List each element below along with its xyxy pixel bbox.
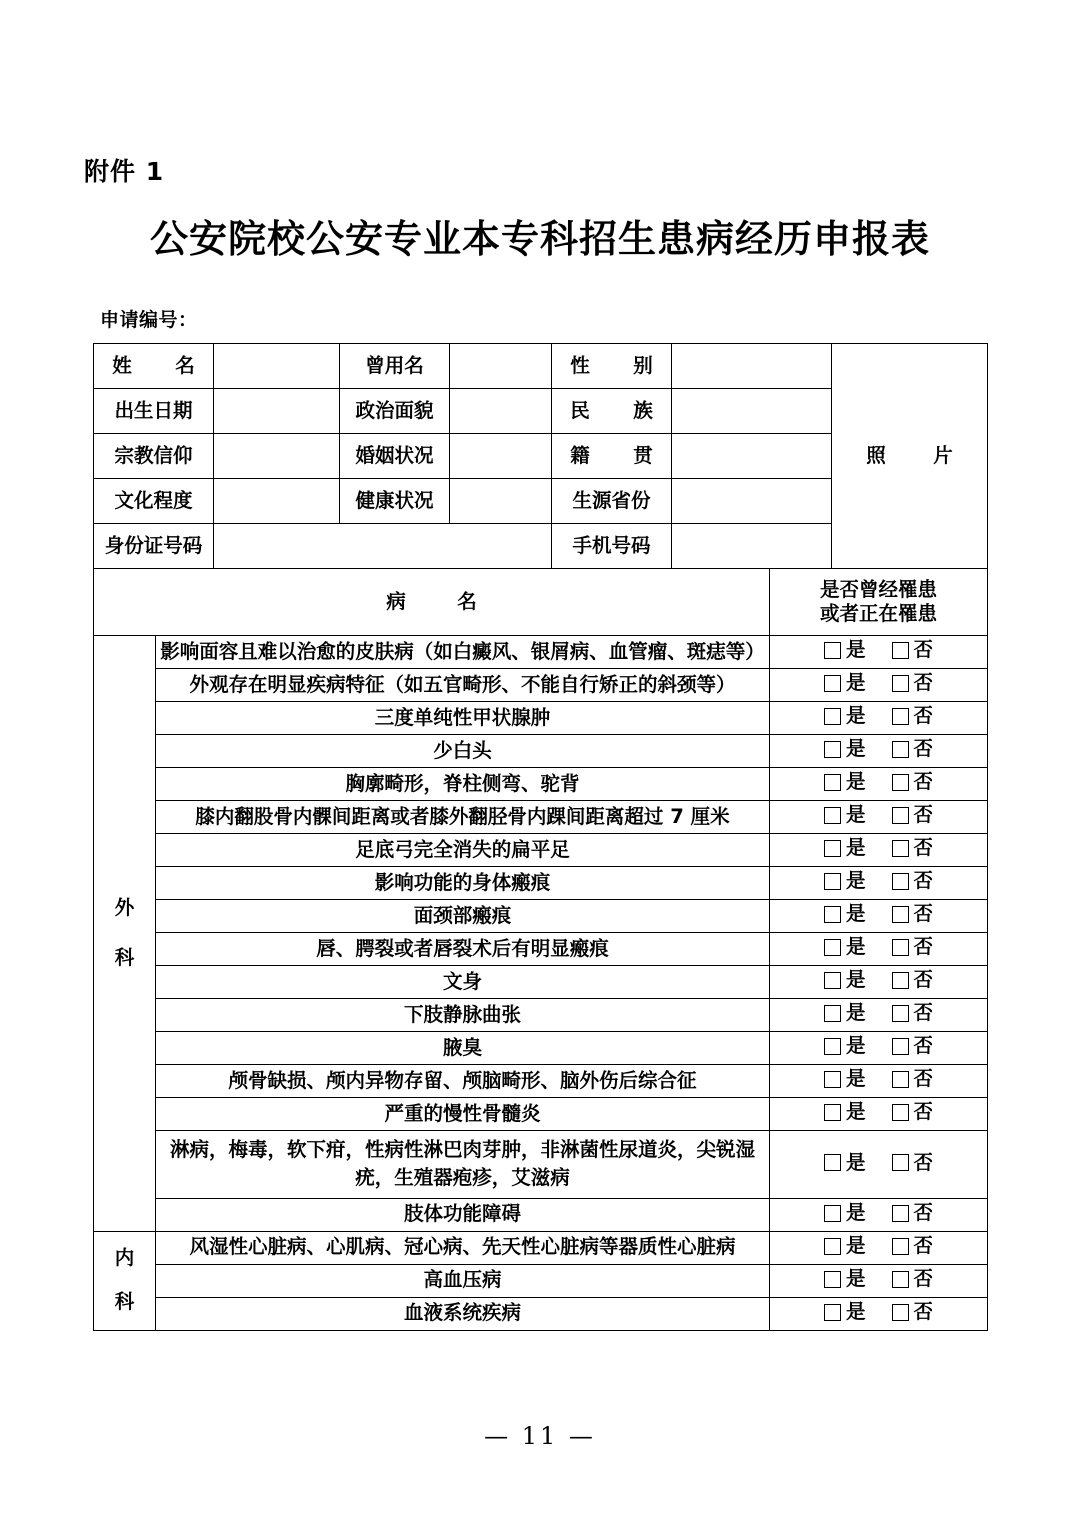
disease-status-checkboxes[interactable] — [770, 867, 988, 900]
checkbox-yes-label: 是 — [846, 869, 866, 893]
checkbox-yes[interactable] — [824, 770, 866, 794]
checkbox-no-label: 否 — [913, 1150, 934, 1174]
checkbox-no-label: 否 — [913, 1067, 934, 1091]
checkbox-no[interactable] — [892, 803, 934, 827]
disease-name: 严重的慢性骨髓炎 — [156, 1098, 770, 1131]
checkbox-yes[interactable] — [824, 1267, 866, 1291]
disease-row — [94, 801, 988, 834]
disease-status-checkboxes[interactable] — [770, 933, 988, 966]
disease-row — [94, 669, 988, 702]
value-health-status[interactable] — [450, 479, 552, 524]
checkbox-no[interactable] — [892, 704, 934, 728]
checkbox-yes[interactable] — [824, 836, 866, 860]
disease-name: 唇、腭裂或者唇裂术后有明显瘢痕 — [156, 933, 770, 966]
disease-name: 风湿性心脏病、心肌病、冠心病、先天性心脏病等器质性心脏病 — [156, 1231, 770, 1264]
checkbox-no[interactable] — [892, 1151, 934, 1175]
checkbox-box-icon[interactable] — [892, 1071, 909, 1088]
checkbox-box-icon[interactable] — [824, 741, 841, 758]
checkbox-yes-label: 是 — [846, 704, 866, 728]
checkbox-no-label: 否 — [913, 1034, 934, 1058]
checkbox-no[interactable] — [892, 902, 934, 926]
disease-row — [94, 1098, 988, 1131]
disease-status-checkboxes[interactable] — [770, 1098, 988, 1131]
disease-table-header — [94, 569, 988, 636]
value-marital-status[interactable] — [450, 434, 552, 479]
checkbox-yes[interactable] — [824, 968, 866, 992]
checkbox-box-icon[interactable] — [892, 1005, 909, 1022]
disease-status-checkboxes[interactable] — [770, 1131, 988, 1199]
checkbox-yes[interactable] — [824, 638, 866, 662]
disease-name: 淋病，梅毒，软下疳，性病性淋巴肉芽肿，非淋菌性尿道炎，尖锐湿疣，生殖器疱疹，艾滋病 — [156, 1131, 770, 1199]
label-health-status: 健康状况 — [340, 479, 450, 524]
checkbox-yes-label: 是 — [846, 1267, 866, 1290]
checkbox-no[interactable] — [892, 1100, 934, 1124]
checkbox-box-icon[interactable] — [824, 1038, 841, 1055]
disease-name: 少白头 — [156, 735, 770, 768]
checkbox-yes[interactable] — [824, 1067, 866, 1091]
checkbox-box-icon[interactable] — [824, 1205, 841, 1222]
disease-row — [94, 1231, 988, 1264]
checkbox-box-icon[interactable] — [824, 675, 841, 692]
checkbox-yes-label: 是 — [846, 1300, 866, 1323]
checkbox-yes-label: 是 — [846, 737, 866, 761]
checkbox-yes-label: 是 — [846, 1067, 866, 1091]
checkbox-box-icon[interactable] — [824, 1238, 841, 1255]
checkbox-yes[interactable] — [824, 704, 866, 728]
label-former-name: 曾用名 — [340, 344, 450, 389]
application-number-label: 申请编号： — [100, 309, 198, 331]
label-name: 姓 名 — [94, 344, 214, 389]
checkbox-box-icon[interactable] — [892, 1271, 909, 1288]
disease-status-checkboxes[interactable] — [770, 702, 988, 735]
disease-name: 血液系统疾病 — [156, 1297, 770, 1330]
checkbox-box-icon[interactable] — [892, 741, 909, 758]
申报表-form-table — [93, 343, 988, 1331]
checkbox-box-icon[interactable] — [892, 774, 909, 791]
disease-name: 三度单纯性甲状腺肿 — [156, 702, 770, 735]
disease-status-checkboxes[interactable] — [770, 966, 988, 999]
checkbox-no[interactable] — [892, 1001, 934, 1025]
checkbox-no[interactable] — [892, 770, 934, 794]
checkbox-yes[interactable] — [824, 803, 866, 827]
disease-status-checkboxes[interactable] — [770, 636, 988, 669]
checkbox-box-icon[interactable] — [824, 1304, 841, 1321]
category-label-surgery — [94, 636, 156, 1232]
checkbox-yes[interactable] — [824, 902, 866, 926]
disease-row — [94, 999, 988, 1032]
disease-status-checkboxes[interactable] — [770, 1198, 988, 1231]
disease-name: 文身 — [156, 966, 770, 999]
checkbox-yes[interactable] — [824, 1100, 866, 1124]
checkbox-box-icon[interactable] — [892, 1104, 909, 1121]
checkbox-box-icon[interactable] — [892, 972, 909, 989]
checkbox-box-icon[interactable] — [824, 840, 841, 857]
disease-row — [94, 1065, 988, 1098]
checkbox-no[interactable] — [892, 1067, 934, 1091]
disease-row — [94, 1297, 988, 1330]
checkbox-yes-label: 是 — [846, 770, 866, 794]
checkbox-box-icon[interactable] — [824, 1271, 841, 1288]
checkbox-box-icon[interactable] — [824, 906, 841, 923]
checkbox-yes-label: 是 — [846, 1201, 866, 1224]
checkbox-box-icon[interactable] — [892, 1038, 909, 1055]
checkbox-no-label: 否 — [913, 836, 934, 860]
checkbox-no-label: 否 — [913, 869, 934, 893]
disease-row — [94, 1264, 988, 1297]
checkbox-no[interactable] — [892, 737, 934, 761]
attachment-label: 附件 1 — [84, 157, 165, 186]
checkbox-yes[interactable] — [824, 1201, 866, 1225]
checkbox-no[interactable] — [892, 1034, 934, 1058]
disease-name: 足底弓完全消失的扁平足 — [156, 834, 770, 867]
checkbox-yes-label: 是 — [846, 1234, 866, 1257]
label-birth-date: 出生日期 — [94, 389, 214, 434]
category-label-internal-medicine — [94, 1231, 156, 1330]
label-education: 文化程度 — [94, 479, 214, 524]
checkbox-no-label: 否 — [913, 935, 934, 959]
value-political-status[interactable] — [450, 389, 552, 434]
checkbox-no[interactable] — [892, 671, 934, 695]
label-native-place: 籍 贯 — [552, 434, 672, 479]
checkbox-yes-label: 是 — [846, 638, 866, 662]
disease-name: 外观存在明显疾病特征（如五官畸形、不能自行矫正的斜颈等） — [156, 669, 770, 702]
checkbox-yes[interactable] — [824, 1001, 866, 1025]
checkbox-no-label: 否 — [913, 803, 934, 827]
checkbox-yes[interactable] — [824, 1034, 866, 1058]
disease-name: 胸廓畸形，脊柱侧弯、驼背 — [156, 768, 770, 801]
checkbox-yes-label: 是 — [846, 671, 866, 695]
disease-row — [94, 1032, 988, 1065]
checkbox-no[interactable] — [892, 968, 934, 992]
disease-row — [94, 1131, 988, 1199]
checkbox-no[interactable] — [892, 1201, 934, 1225]
disease-row — [94, 966, 988, 999]
checkbox-box-icon[interactable] — [892, 1154, 909, 1171]
checkbox-no-label: 否 — [913, 1300, 934, 1323]
disease-status-checkboxes[interactable] — [770, 669, 988, 702]
checkbox-yes-label: 是 — [846, 968, 866, 992]
label-ethnicity: 民 族 — [552, 389, 672, 434]
disease-status-checkboxes[interactable] — [770, 1297, 988, 1330]
checkbox-yes-label: 是 — [846, 1150, 866, 1174]
page-number: — 11 — — [484, 1422, 596, 1450]
checkbox-yes[interactable] — [824, 1151, 866, 1175]
checkbox-no-label: 否 — [913, 1201, 934, 1224]
checkbox-box-icon[interactable] — [892, 675, 909, 692]
disease-name: 影响功能的身体瘢痕 — [156, 867, 770, 900]
label-gender: 性 别 — [552, 344, 672, 389]
category-char: 内 — [114, 1246, 135, 1270]
checkbox-box-icon[interactable] — [824, 774, 841, 791]
disease-status-checkboxes[interactable] — [770, 801, 988, 834]
checkbox-no-label: 否 — [913, 770, 934, 794]
header-disease-status — [770, 569, 988, 636]
checkbox-yes[interactable] — [824, 737, 866, 761]
checkbox-yes-label: 是 — [846, 1001, 866, 1025]
value-religion[interactable] — [214, 434, 340, 479]
checkbox-yes[interactable] — [824, 671, 866, 695]
page-title: 公安院校公安专业本专科招生患病经历申报表 — [149, 217, 930, 261]
checkbox-box-icon[interactable] — [892, 840, 909, 857]
checkbox-box-icon[interactable] — [892, 1238, 909, 1255]
checkbox-box-icon[interactable] — [892, 1304, 909, 1321]
disease-name: 腋臭 — [156, 1032, 770, 1065]
value-phone-number[interactable] — [672, 524, 832, 569]
disease-name: 下肢静脉曲张 — [156, 999, 770, 1032]
checkbox-no[interactable] — [892, 869, 934, 893]
checkbox-no-label: 否 — [913, 1100, 934, 1124]
disease-row — [94, 1198, 988, 1231]
checkbox-box-icon[interactable] — [824, 939, 841, 956]
checkbox-box-icon[interactable] — [824, 972, 841, 989]
value-source-province[interactable] — [672, 479, 832, 524]
checkbox-no[interactable] — [892, 836, 934, 860]
checkbox-no-label: 否 — [913, 1234, 934, 1257]
checkbox-yes[interactable] — [824, 869, 866, 893]
disease-status-checkboxes[interactable] — [770, 1032, 988, 1065]
checkbox-no-label: 否 — [913, 671, 934, 695]
disease-name: 高血压病 — [156, 1264, 770, 1297]
disease-name: 肢体功能障碍 — [156, 1198, 770, 1231]
checkbox-box-icon[interactable] — [892, 642, 909, 659]
disease-status-checkboxes[interactable] — [770, 768, 988, 801]
disease-status-checkboxes[interactable] — [770, 900, 988, 933]
checkbox-box-icon[interactable] — [892, 873, 909, 890]
header-status-line2: 或者正在罹患 — [820, 602, 938, 625]
checkbox-box-icon[interactable] — [892, 906, 909, 923]
disease-row — [94, 636, 988, 669]
disease-name: 影响面容且难以治愈的皮肤病（如白癜风、银屑病、血管瘤、斑痣等） — [156, 636, 770, 669]
label-political-status: 政治面貌 — [340, 389, 450, 434]
checkbox-no-label: 否 — [913, 704, 934, 728]
disease-status-checkboxes[interactable] — [770, 1065, 988, 1098]
checkbox-yes-label: 是 — [846, 1100, 866, 1124]
category-char: 外 — [114, 896, 135, 920]
checkbox-box-icon[interactable] — [824, 642, 841, 659]
checkbox-yes-label: 是 — [846, 902, 866, 926]
checkbox-box-icon[interactable] — [824, 807, 841, 824]
disease-row — [94, 735, 988, 768]
checkbox-box-icon[interactable] — [824, 1005, 841, 1022]
checkbox-no-label: 否 — [913, 737, 934, 761]
disease-status-checkboxes[interactable] — [770, 1264, 988, 1297]
checkbox-no-label: 否 — [913, 1001, 934, 1025]
checkbox-no[interactable] — [892, 1267, 934, 1291]
disease-name: 膝内翻股骨内髁间距离或者膝外翻胫骨内踝间距离超过 7 厘米 — [156, 801, 770, 834]
value-birth-date[interactable] — [214, 389, 340, 434]
checkbox-yes[interactable] — [824, 1234, 866, 1258]
category-char: 科 — [114, 1290, 135, 1314]
disease-status-checkboxes[interactable] — [770, 999, 988, 1032]
checkbox-yes[interactable] — [824, 1300, 866, 1324]
checkbox-no-label: 否 — [913, 968, 934, 992]
value-gender[interactable] — [672, 344, 832, 389]
checkbox-box-icon[interactable] — [892, 939, 909, 956]
checkbox-box-icon[interactable] — [892, 807, 909, 824]
disease-name: 颅骨缺损、颅内异物存留、颅脑畸形、脑外伤后综合征 — [156, 1065, 770, 1098]
checkbox-box-icon[interactable] — [892, 1205, 909, 1222]
checkbox-box-icon[interactable] — [892, 708, 909, 725]
checkbox-box-icon[interactable] — [824, 1104, 841, 1121]
disease-row — [94, 834, 988, 867]
disease-status-checkboxes[interactable] — [770, 834, 988, 867]
label-marital-status: 婚姻状况 — [340, 434, 450, 479]
checkbox-no[interactable] — [892, 1234, 934, 1258]
label-id-number: 身份证号码 — [94, 524, 214, 569]
disease-row — [94, 867, 988, 900]
checkbox-no-label: 否 — [913, 1267, 934, 1290]
disease-row — [94, 933, 988, 966]
checkbox-no-label: 否 — [913, 638, 934, 662]
checkbox-yes-label: 是 — [846, 836, 866, 860]
checkbox-yes-label: 是 — [846, 935, 866, 959]
value-native-place[interactable] — [672, 434, 832, 479]
checkbox-yes-label: 是 — [846, 803, 866, 827]
disease-row — [94, 702, 988, 735]
value-education[interactable] — [214, 479, 340, 524]
checkbox-yes-label: 是 — [846, 1034, 866, 1058]
label-religion: 宗教信仰 — [94, 434, 214, 479]
checkbox-box-icon[interactable] — [824, 873, 841, 890]
checkbox-box-icon[interactable] — [824, 708, 841, 725]
checkbox-no[interactable] — [892, 1300, 934, 1324]
disease-row — [94, 768, 988, 801]
header-disease-name: 病 名 — [94, 569, 770, 636]
category-char: 科 — [114, 946, 135, 970]
checkbox-box-icon[interactable] — [824, 1071, 841, 1088]
photo-placeholder[interactable]: 照 片 — [832, 344, 988, 569]
checkbox-no[interactable] — [892, 638, 934, 662]
checkbox-yes[interactable] — [824, 935, 866, 959]
value-former-name[interactable] — [450, 344, 552, 389]
checkbox-no[interactable] — [892, 935, 934, 959]
value-ethnicity[interactable] — [672, 389, 832, 434]
value-name[interactable] — [214, 344, 340, 389]
personal-info-row — [94, 344, 988, 389]
disease-name: 面颈部瘢痕 — [156, 900, 770, 933]
disease-status-checkboxes[interactable] — [770, 735, 988, 768]
value-id-number[interactable] — [214, 524, 552, 569]
disease-status-checkboxes[interactable] — [770, 1231, 988, 1264]
header-status-line1: 是否曾经罹患 — [820, 577, 938, 601]
label-phone-number: 手机号码 — [552, 524, 672, 569]
disease-row — [94, 900, 988, 933]
checkbox-no-label: 否 — [913, 902, 934, 926]
label-source-province: 生源省份 — [552, 479, 672, 524]
checkbox-box-icon[interactable] — [824, 1154, 841, 1171]
